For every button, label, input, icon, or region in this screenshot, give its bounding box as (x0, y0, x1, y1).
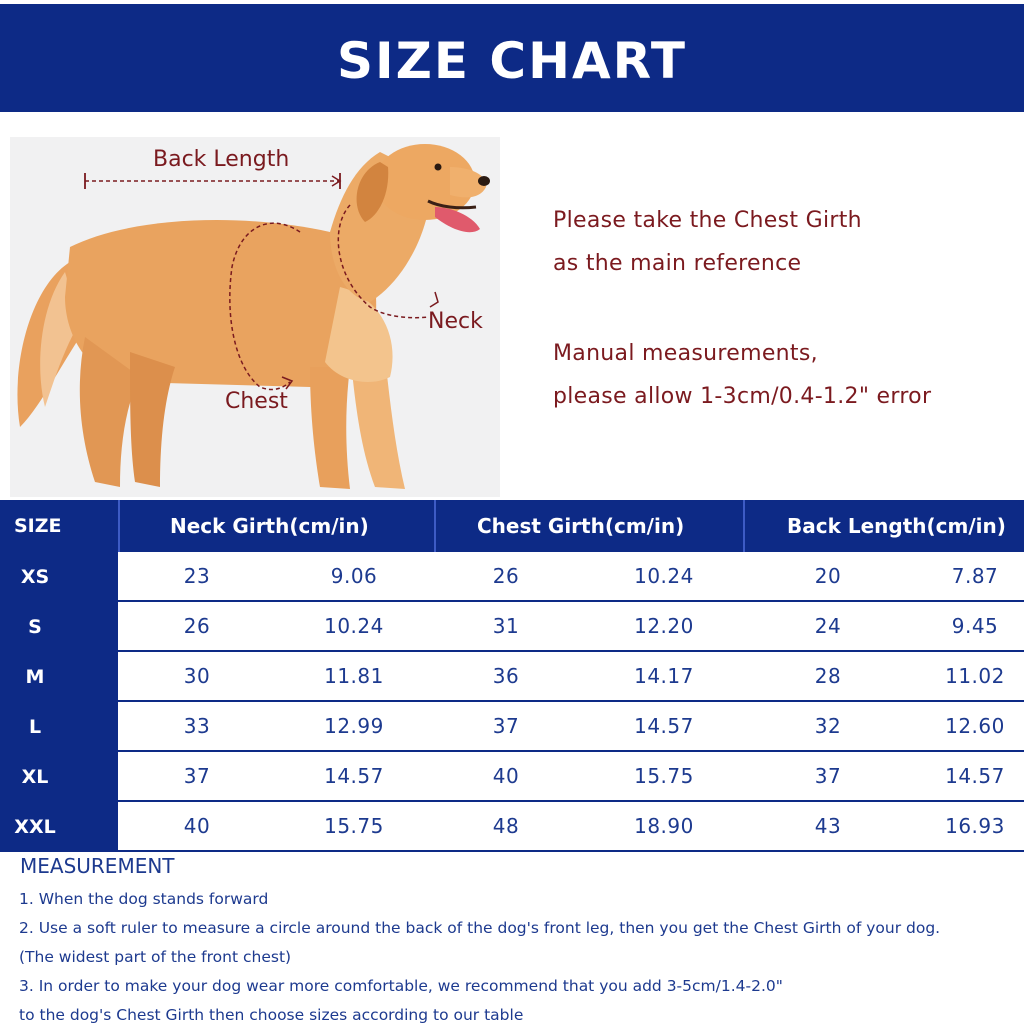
golden-retriever-illustration (10, 137, 500, 497)
size-label: XS (20, 566, 50, 588)
header-chest-girth: Chest Girth(cm/in) (477, 514, 685, 538)
cell-back-cm: 24 (814, 614, 842, 638)
cell-chest-in: 14.57 (634, 714, 694, 738)
cell-neck-cm: 23 (183, 564, 211, 588)
dog-measurement-image (10, 137, 500, 497)
page-title: SIZE CHART (336, 32, 688, 90)
header-divider (434, 500, 436, 552)
measurement-step: 1. When the dog stands forward (19, 890, 269, 908)
back-length-label: Back Length (153, 147, 290, 172)
table-row (118, 702, 1024, 750)
header-divider (743, 500, 745, 552)
cell-neck-cm: 37 (183, 764, 211, 788)
table-row (118, 752, 1024, 800)
cell-chest-cm: 37 (492, 714, 520, 738)
cell-chest-in: 10.24 (634, 564, 694, 588)
header-banner (0, 0, 1024, 112)
cell-chest-cm: 26 (492, 564, 520, 588)
measurement-step: 2. Use a soft ruler to measure a circle around the back of the dog's front leg, then you get the Chest Girth of your dog. (19, 919, 941, 937)
cell-back-cm: 32 (814, 714, 842, 738)
cell-chest-in: 14.17 (634, 664, 694, 688)
cell-chest-in: 15.75 (634, 764, 694, 788)
note-manual-measurement-2: please allow 1-3cm/0.4-1.2" error (553, 384, 932, 409)
neck-label: Neck (428, 309, 483, 334)
size-label: L (28, 716, 42, 738)
cell-neck-cm: 30 (183, 664, 211, 688)
table-row (118, 552, 1024, 600)
cell-back-cm: 37 (814, 764, 842, 788)
cell-chest-in: 12.20 (634, 614, 694, 638)
cell-back-in: 12.60 (945, 714, 1005, 738)
measurement-step: (The widest part of the front chest) (19, 948, 292, 966)
measurement-title: MEASUREMENT (20, 854, 175, 878)
cell-neck-cm: 40 (183, 814, 211, 838)
table-row (118, 802, 1024, 850)
cell-back-cm: 43 (814, 814, 842, 838)
size-table (0, 500, 1024, 852)
cell-back-in: 14.57 (945, 764, 1005, 788)
cell-back-in: 11.02 (945, 664, 1005, 688)
cell-back-cm: 28 (814, 664, 842, 688)
cell-neck-cm: 33 (183, 714, 211, 738)
cell-neck-in: 11.81 (324, 664, 384, 688)
measurement-step: to the dog's Chest Girth then choose sizes according to our table (19, 1006, 524, 1024)
header-neck-girth: Neck Girth(cm/in) (170, 514, 369, 538)
cell-neck-in: 9.06 (330, 564, 378, 588)
note-manual-measurement-1: Manual measurements, (553, 341, 818, 366)
header-divider (118, 500, 120, 552)
note-chest-reference-2: as the main reference (553, 251, 802, 276)
chest-label: Chest (225, 389, 288, 414)
cell-chest-cm: 36 (492, 664, 520, 688)
size-label: M (25, 666, 45, 688)
cell-back-in: 16.93 (945, 814, 1005, 838)
size-label: XL (21, 766, 49, 788)
note-chest-reference-1: Please take the Chest Girth (553, 208, 862, 233)
table-row (118, 652, 1024, 700)
cell-neck-in: 10.24 (324, 614, 384, 638)
cell-neck-in: 14.57 (324, 764, 384, 788)
cell-neck-cm: 26 (183, 614, 211, 638)
cell-chest-cm: 31 (492, 614, 520, 638)
cell-chest-in: 18.90 (634, 814, 694, 838)
header-size: SIZE (14, 515, 62, 537)
cell-back-in: 7.87 (951, 564, 999, 588)
cell-back-cm: 20 (814, 564, 842, 588)
cell-back-in: 9.45 (951, 614, 999, 638)
cell-neck-in: 15.75 (324, 814, 384, 838)
size-label: S (28, 616, 42, 638)
cell-chest-cm: 48 (492, 814, 520, 838)
table-row (118, 602, 1024, 650)
size-label: XXL (14, 816, 56, 838)
measurement-step: 3. In order to make your dog wear more comfortable, we recommend that you add 3-5cm/1.4-2.0" (19, 977, 783, 995)
cell-neck-in: 12.99 (324, 714, 384, 738)
header-back-length: Back Length(cm/in) (787, 514, 1006, 538)
cell-chest-cm: 40 (492, 764, 520, 788)
